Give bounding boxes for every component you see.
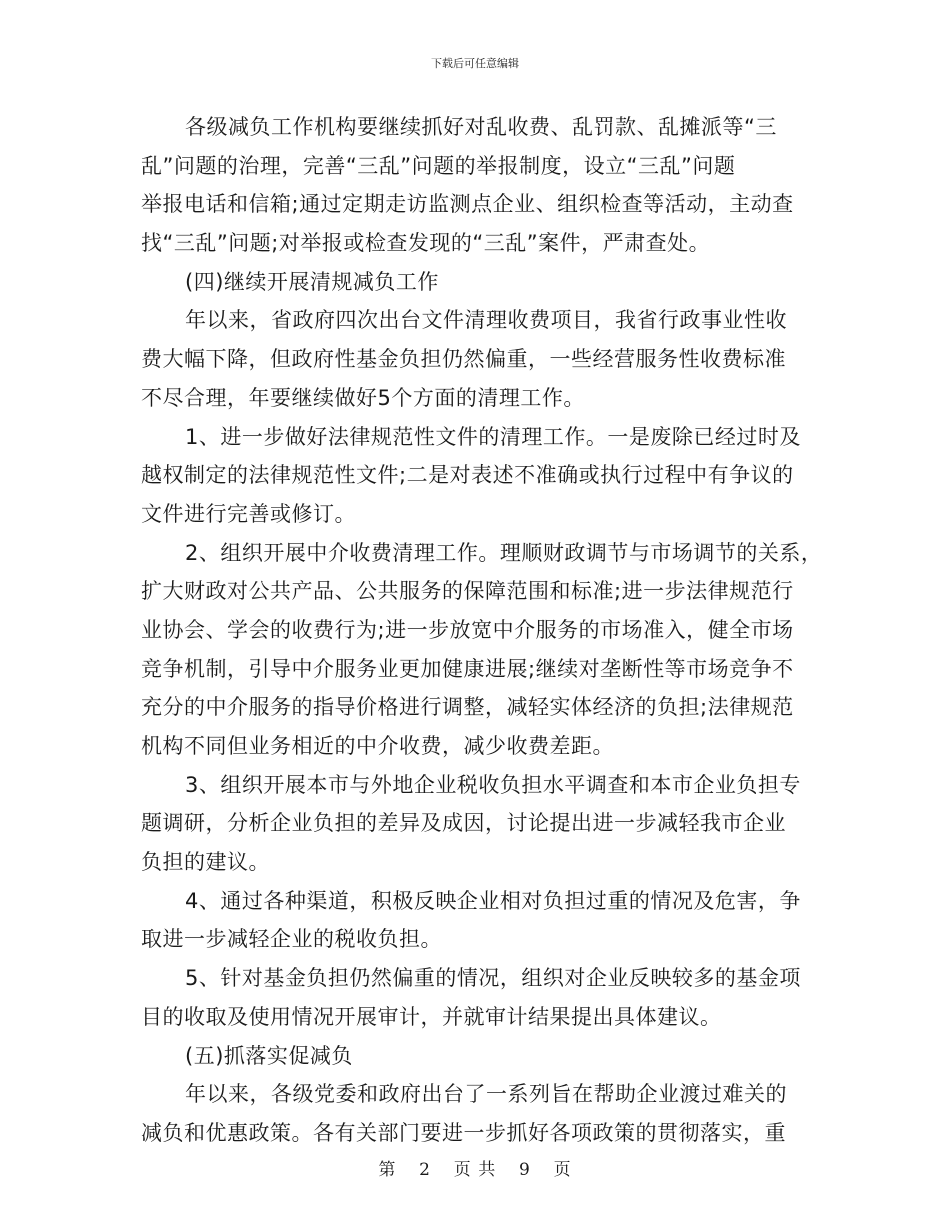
text-line: 负担的建议。 [141, 850, 270, 875]
footer-middle: 页 共 [453, 1160, 497, 1180]
text-line: 扩大财政对公共产品、公共服务的保障范围和标准;进一步法律规范行 [141, 579, 794, 604]
text-line: 年以来，各级党委和政府出台了一系列旨在帮助企业渡过难关的 [185, 1082, 787, 1107]
footer-suffix: 页 [553, 1160, 572, 1180]
page-number: 2 [419, 1160, 431, 1180]
page-total: 9 [519, 1160, 531, 1180]
text-line: 5、针对基金负担仍然偏重的情况，组织对企业反映较多的基金项 [185, 966, 801, 991]
text-line: 乱”问题的治理，完善“三乱”问题的举报制度，设立“三乱”问题 [141, 153, 736, 178]
text-line: 取进一步减轻企业的税收负担。 [141, 927, 442, 952]
page-footer [0, 1155, 950, 1180]
text-line: 文件进行完善或修订。 [141, 501, 356, 526]
text-line: 减负和优惠政策。各有关部门要进一步抓好各项政策的贯彻落实，重 [141, 1120, 786, 1145]
text-line: 4、通过各种渠道，积极反映企业相对负担过重的情况及危害，争 [185, 888, 801, 913]
text-line: 不尽合理，年要继续做好5个方面的清理工作。 [141, 385, 585, 410]
section-heading: (四)继续开展清规减负工作 [185, 269, 439, 294]
page-header-note: 下载后可任意编辑 [431, 57, 519, 70]
text-line: 费大幅下降，但政府性基金负担仍然偏重，一些经营服务性收费标准 [141, 347, 786, 372]
text-line: 目的收取及使用情况开展审计，并就审计结果提出具体建议。 [141, 1004, 722, 1029]
text-line: 各级减负工作机构要继续抓好对乱收费、乱罚款、乱摊派等“三 [185, 115, 777, 139]
text-line: 越权制定的法律规范性文件;二是对表述不准确或执行过程中有争议的 [141, 463, 794, 488]
text-line: 竞争机制，引导中介服务业更加健康进展;继续对垄断性等市场竞争不 [141, 656, 794, 681]
text-line: 充分的中介服务的指导价格进行调整，减轻实体经济的负担;法律规范 [141, 695, 794, 720]
text-line: 年以来，省政府四次出台文件清理收费项目，我省行政事业性收 [185, 308, 787, 333]
text-line: 业协会、学会的收费行为;进一步放宽中介服务的市场准入，健全市场 [141, 617, 794, 642]
section-heading: (五)抓落实促减负 [185, 1043, 353, 1068]
text-line: 举报电话和信箱;通过定期走访监测点企业、组织检查等活动，主动查 [141, 192, 794, 217]
text-line: 找“三乱”问题;对举报或检查发现的“三乱”案件，严肃查处。 [141, 231, 711, 256]
text-line: 机构不同但业务相近的中介收费，减少收费差距。 [141, 734, 614, 758]
footer-prefix: 第 [378, 1160, 397, 1180]
text-line: 题调研，分析企业负担的差异及成因，讨论提出进一步减轻我市企业 [141, 811, 786, 836]
text-line: 1、进一步做好法律规范性文件的清理工作。一是废除已经过时及 [185, 424, 801, 449]
text-line: 2、组织开展中介收费清理工作。理顺财政调节与市场调节的关系， [185, 540, 823, 565]
document-body [141, 108, 831, 1153]
text-line: 3、组织开展本市与外地企业税收负担水平调查和本市企业负担专 [185, 772, 801, 797]
